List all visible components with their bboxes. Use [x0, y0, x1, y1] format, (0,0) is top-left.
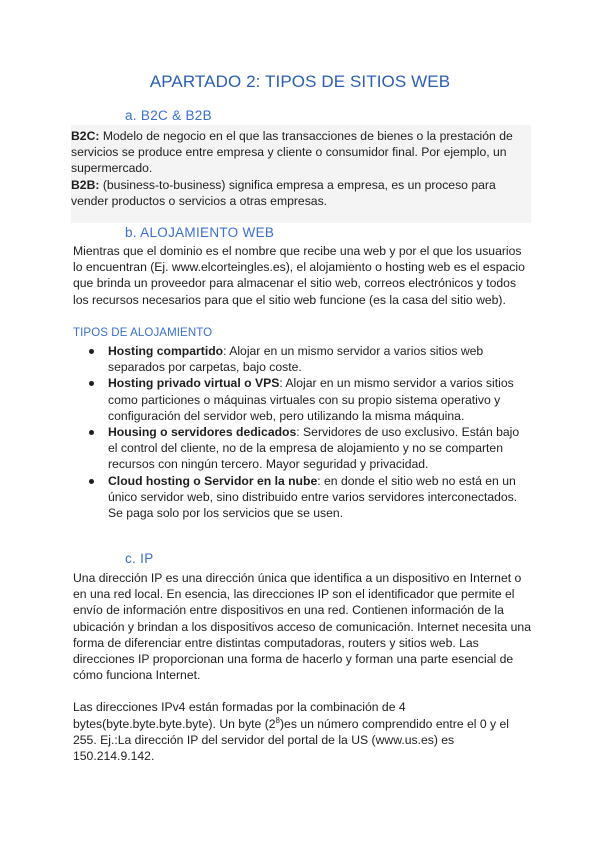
- list-item: [86, 343, 526, 375]
- paragraph-spacer: [73, 683, 533, 699]
- b2b-text: (business-to-business) significa empresa a empresa, es un proceso para vender productos o servicios a otras empresas.: [71, 177, 496, 208]
- hosting-type-name: Cloud hosting o Servidor en la nube: [108, 473, 318, 488]
- ip-paragraph-2-end: )es un número comprendido entre el 0 y el 255. Ej.:La dirección IP del servidor del portal de la US (www.us.es) es 150.214.9.142.: [73, 716, 509, 764]
- power-exponent: 8: [275, 715, 280, 725]
- bullet-icon: [89, 479, 94, 484]
- hosting-types-list: [86, 343, 526, 521]
- hosting-types-label: TIPOS DE ALOJAMIENTO: [73, 327, 213, 339]
- ip-paragraph-2-start: Las direcciones IPv4 están formadas por la combinación de 4 bytes(byte.byte.byte.byte). Un byte (2: [73, 700, 406, 731]
- section-heading-alojamiento: b. ALOJAMIENTO WEB: [125, 225, 275, 240]
- ip-paragraph-1: Una dirección IP es una dirección única que identifica a un dispositivo en Internet o en una red local. En esencia, las direcciones IP son el identificador que permite el envío de información entre dispositivos en una red. Contienen información de la ubicación y brindan a los dispositivos acceso de comunicación. Internet necesita una forma de diferenciar entre distintas computadoras, routers y sitios web. Las direcciones IP proporcionan una forma de hacerlo y forman una parte esencial de cómo funciona Internet.: [73, 571, 531, 683]
- hosting-type-desc: : Servidores de uso exclusivo. Están bajo el control del cliente, no de la empresa de alojamiento y no se comparten recursos con ningún tercero. Mayor seguridad y privacidad.: [108, 425, 520, 472]
- section-heading-ip: c. IP: [125, 551, 154, 566]
- b2c-b2b-definitions: [71, 128, 531, 209]
- list-item: [86, 473, 526, 522]
- bullet-icon: [89, 381, 94, 386]
- page-title: APARTADO 2: TIPOS DE SITIOS WEB: [149, 72, 451, 91]
- hosting-type-name: Hosting compartido: [108, 344, 224, 358]
- alojamiento-intro: Mientras que el dominio es el nombre que recibe una web y por el que los usuarios lo encuentran (Ej. www.elcorteingles.es), el alojamiento o hosting web es el espacio que brinda un proveedor para almacenar el sitio web, correos electrónicos y todos los recursos necesarios para que el sitio web funcione (es la casa del sitio web).: [73, 244, 525, 307]
- hosting-type-name: Hosting privado virtual o VPS: [108, 376, 280, 391]
- hosting-type-desc: : Alojar en un mismo servidor a varios sitios como particiones o máquinas virtuales con su propio sistema operativo y configuración del servidor web, pero utilizando la misma máquina.: [108, 376, 514, 423]
- b2c-label: B2C:: [71, 129, 100, 143]
- ip-paragraph-2: [73, 699, 533, 764]
- list-item: [86, 424, 526, 473]
- b2b-definition: [71, 177, 531, 209]
- section-heading-b2c-b2b: a. B2C & B2B: [125, 108, 212, 123]
- bullet-icon: [89, 430, 94, 435]
- hosting-type-name: Housing o servidores dedicados: [108, 425, 297, 440]
- hosting-type-desc: : en donde el sitio web no está en un único servidor web, sino distribuido entre varios servidores interconectados. Se paga solo por los servicios que se usen.: [108, 473, 518, 521]
- bullet-icon: [89, 349, 94, 354]
- b2b-label: B2B:: [71, 177, 100, 192]
- list-item: [86, 375, 526, 424]
- hosting-type-desc: : Alojar en un mismo servidor a varios sitios web separados por carpetas, bajo coste.: [108, 344, 484, 375]
- ip-section-body: [73, 570, 533, 764]
- b2c-text: Modelo de negocio en el que las transacciones de bienes o la prestación de servicios se produce entre empresa y cliente o consumidor final. Por ejemplo, un supermercado.: [71, 129, 513, 176]
- b2c-definition: [71, 128, 531, 177]
